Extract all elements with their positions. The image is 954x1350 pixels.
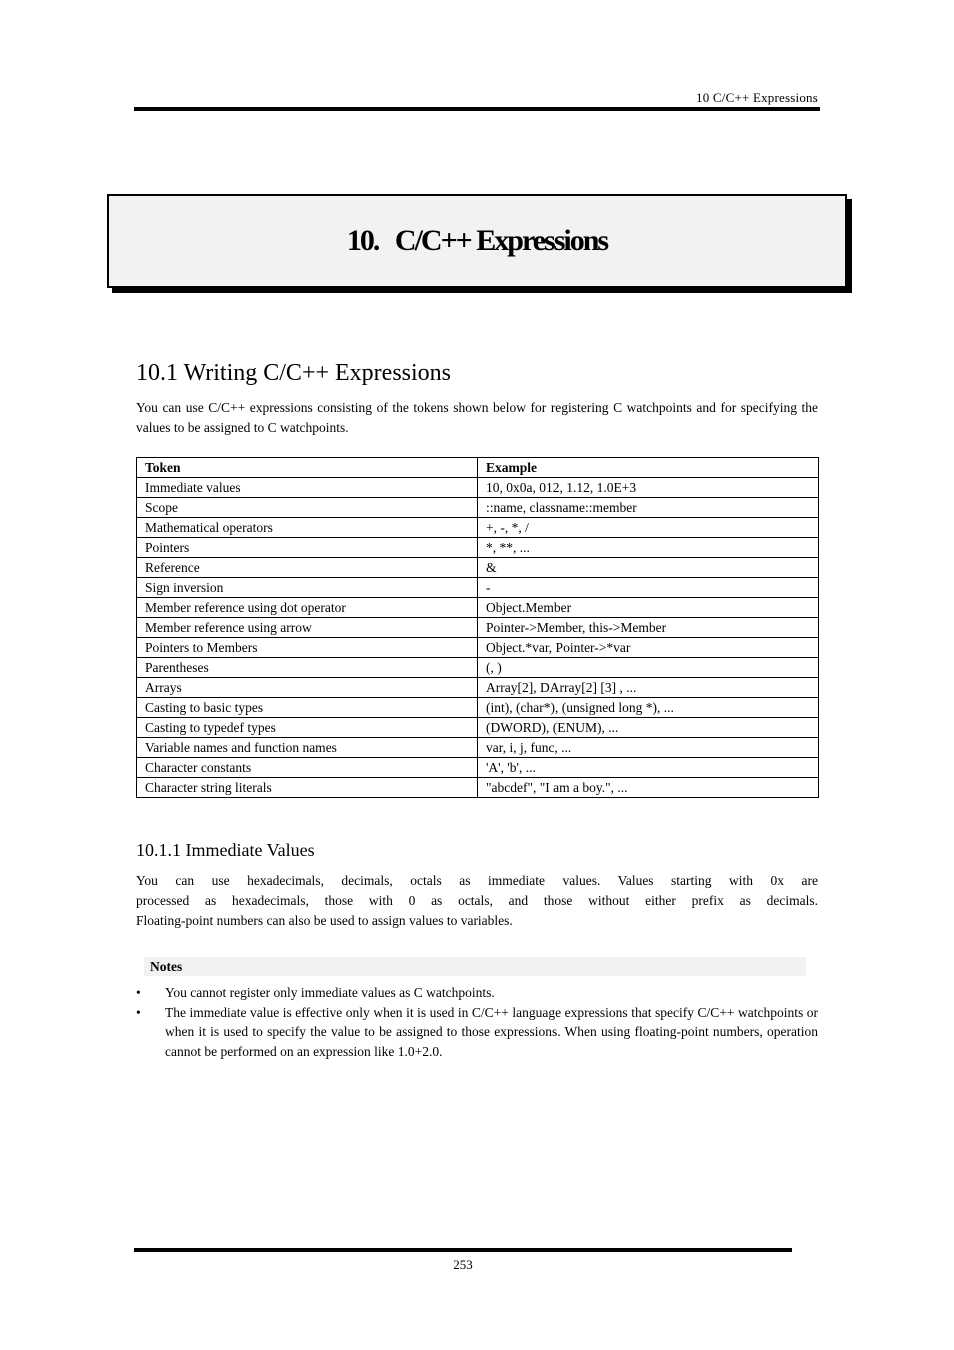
token-cell: Pointers to Members — [137, 638, 478, 658]
chapter-title: 10. C/C++ Expressions — [346, 224, 608, 257]
column-header-example: Example — [478, 458, 819, 478]
table-row — [137, 778, 819, 798]
table-row — [137, 638, 819, 658]
note-item — [136, 1003, 818, 1062]
note-text: The immediate value is effective only when it is used in C/C++ language expressions that specify C/C++ watchpoints or when it is used to specify the value to be assigned to those expressions. When using floating-point numbers, operation cannot be performed on an expression like 1.0+2.0. — [165, 1004, 818, 1059]
table-row — [137, 498, 819, 518]
table-row — [137, 758, 819, 778]
token-cell: Member reference using dot operator — [137, 598, 478, 618]
example-cell: "abcdef", "I am a boy.", ... — [478, 778, 819, 798]
table-row — [137, 538, 819, 558]
table-row — [137, 598, 819, 618]
example-cell: (DWORD), (ENUM), ... — [478, 718, 819, 738]
example-cell: ::name, classname::member — [478, 498, 819, 518]
notes-label: Notes — [144, 957, 806, 976]
example-cell: 10, 0x0a, 012, 1.12, 1.0E+3 — [478, 478, 819, 498]
notes-list — [136, 983, 818, 1061]
table-row — [137, 678, 819, 698]
example-cell: Object.*var, Pointer->*var — [478, 638, 819, 658]
table-row — [137, 738, 819, 758]
table-row — [137, 698, 819, 718]
example-cell: - — [478, 578, 819, 598]
example-cell: *, **, ... — [478, 538, 819, 558]
token-cell: Immediate values — [137, 478, 478, 498]
table-row — [137, 618, 819, 638]
table-row — [137, 478, 819, 498]
footer-rule — [134, 1248, 792, 1252]
table-row — [137, 558, 819, 578]
example-cell: & — [478, 558, 819, 578]
example-cell: 'A', 'b', ... — [478, 758, 819, 778]
token-cell: Pointers — [137, 538, 478, 558]
column-header-token: Token — [137, 458, 478, 478]
note-text: You cannot register only immediate values as C watchpoints. — [165, 985, 495, 1000]
section-intro: You can use C/C++ expressions consisting of the tokens shown below for registering C watchpoints and for specifying the values to be assigned to C watchpoints. — [136, 400, 818, 435]
token-cell: Variable names and function names — [137, 738, 478, 758]
token-cell: Mathematical operators — [137, 518, 478, 538]
immediate-values-paragraph — [136, 871, 818, 931]
token-table-body — [137, 478, 819, 798]
example-cell: Object.Member — [478, 598, 819, 618]
example-cell: var, i, j, func, ... — [478, 738, 819, 758]
table-row — [137, 518, 819, 538]
token-table — [136, 457, 819, 798]
paragraph-line: Floating-point numbers can also be used to assign values to variables. — [136, 913, 513, 928]
token-cell: Sign inversion — [137, 578, 478, 598]
paragraph-line: processed as hexadecimals, those with 0 as octals, and those without either prefix as decimals. — [136, 893, 818, 908]
header-rule — [134, 107, 820, 111]
bullet-icon: • — [136, 1004, 141, 1020]
example-cell: Pointer->Member, this->Member — [478, 618, 819, 638]
note-item — [136, 983, 818, 1003]
token-cell: Character constants — [137, 758, 478, 778]
token-cell: Casting to typedef types — [137, 718, 478, 738]
token-cell: Character string literals — [137, 778, 478, 798]
running-header: 10 C/C++ Expressions — [696, 90, 818, 105]
token-cell: Parentheses — [137, 658, 478, 678]
example-cell: +, -, *, / — [478, 518, 819, 538]
token-cell: Casting to basic types — [137, 698, 478, 718]
token-cell: Scope — [137, 498, 478, 518]
token-cell: Reference — [137, 558, 478, 578]
chapter-title-box — [107, 194, 847, 288]
bullet-icon: • — [136, 985, 141, 1000]
table-row — [137, 578, 819, 598]
table-row — [137, 658, 819, 678]
example-cell: Array[2], DArray[2] [3] , ... — [478, 678, 819, 698]
example-cell: (int), (char*), (unsigned long *), ... — [478, 698, 819, 718]
token-cell: Arrays — [137, 678, 478, 698]
example-cell: (, ) — [478, 658, 819, 678]
subsection-title: 10.1.1 Immediate Values — [136, 840, 315, 860]
section-title: 10.1 Writing C/C++ Expressions — [136, 360, 451, 386]
table-header-row — [137, 458, 819, 478]
page-number: 253 — [453, 1257, 473, 1272]
token-cell: Member reference using arrow — [137, 618, 478, 638]
table-row — [137, 718, 819, 738]
paragraph-line: You can use hexadecimals, decimals, octals as immediate values. Values starting with 0x are — [136, 873, 818, 888]
